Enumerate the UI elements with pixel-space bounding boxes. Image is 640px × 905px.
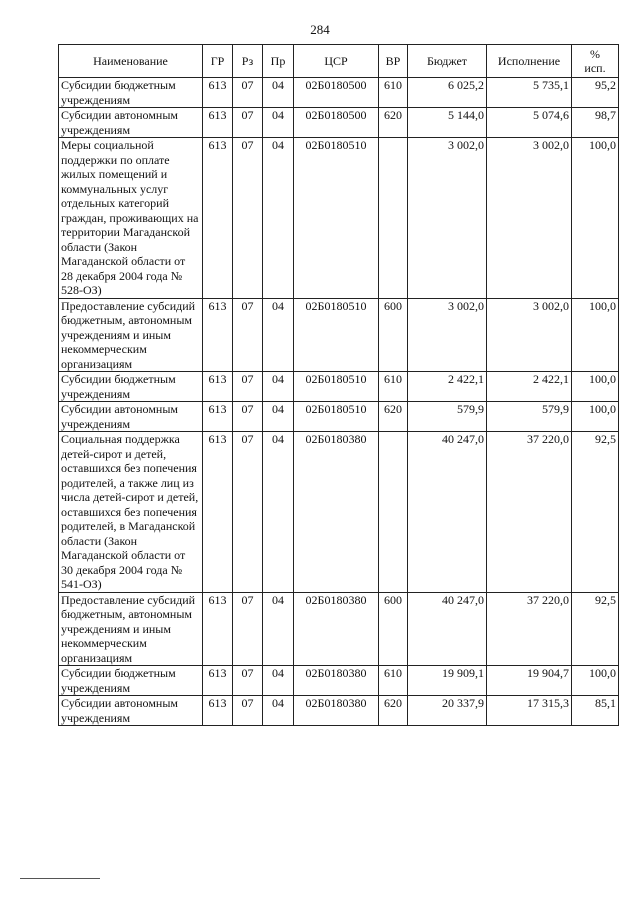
cell-execution: 3 002,0 bbox=[487, 138, 572, 299]
cell-rz: 07 bbox=[233, 666, 263, 696]
cell-csr: 02Б0180500 bbox=[294, 78, 379, 108]
header-name: Наименование bbox=[59, 45, 203, 78]
header-execution: Исполнение bbox=[487, 45, 572, 78]
cell-budget: 2 422,1 bbox=[408, 372, 487, 402]
header-percent-symbol: % bbox=[590, 46, 600, 61]
cell-pr: 04 bbox=[263, 666, 294, 696]
cell-pct: 95,2 bbox=[572, 78, 619, 108]
cell-pr: 04 bbox=[263, 402, 294, 432]
table-row bbox=[59, 298, 619, 372]
cell-gr: 613 bbox=[203, 298, 233, 372]
table-body bbox=[59, 78, 619, 726]
table-row bbox=[59, 372, 619, 402]
cell-name: Субсидии бюджетным учреждениям bbox=[59, 666, 203, 696]
header-rz: Рз bbox=[233, 45, 263, 78]
cell-rz: 07 bbox=[233, 432, 263, 593]
cell-execution: 17 315,3 bbox=[487, 696, 572, 726]
cell-rz: 07 bbox=[233, 298, 263, 372]
cell-execution: 37 220,0 bbox=[487, 592, 572, 666]
cell-execution: 5 074,6 bbox=[487, 108, 572, 138]
cell-budget: 40 247,0 bbox=[408, 432, 487, 593]
cell-execution: 5 735,1 bbox=[487, 78, 572, 108]
cell-pct: 100,0 bbox=[572, 138, 619, 299]
cell-name: Субсидии автономным учреждениям bbox=[59, 108, 203, 138]
cell-csr: 02Б0180510 bbox=[294, 298, 379, 372]
cell-vr: 600 bbox=[379, 592, 408, 666]
cell-vr: 610 bbox=[379, 666, 408, 696]
cell-name: Предоставление субсидий бюджетным, автономным учреждениям и иным некоммерческим организациям bbox=[59, 592, 203, 666]
cell-csr: 02Б0180380 bbox=[294, 696, 379, 726]
cell-pct: 100,0 bbox=[572, 298, 619, 372]
cell-pr: 04 bbox=[263, 592, 294, 666]
cell-gr: 613 bbox=[203, 696, 233, 726]
cell-execution: 37 220,0 bbox=[487, 432, 572, 593]
cell-budget: 6 025,2 bbox=[408, 78, 487, 108]
cell-pct: 85,1 bbox=[572, 696, 619, 726]
table-row bbox=[59, 108, 619, 138]
header-vr: ВР bbox=[379, 45, 408, 78]
cell-name: Субсидии автономным учреждениям bbox=[59, 696, 203, 726]
table-header-row bbox=[59, 45, 619, 78]
cell-rz: 07 bbox=[233, 402, 263, 432]
cell-gr: 613 bbox=[203, 592, 233, 666]
table-row bbox=[59, 78, 619, 108]
cell-pr: 04 bbox=[263, 298, 294, 372]
footer-rule bbox=[20, 878, 100, 879]
page-number: 284 bbox=[310, 22, 330, 37]
cell-csr: 02Б0180510 bbox=[294, 138, 379, 299]
cell-rz: 07 bbox=[233, 372, 263, 402]
cell-gr: 613 bbox=[203, 432, 233, 593]
cell-budget: 19 909,1 bbox=[408, 666, 487, 696]
cell-pct: 92,5 bbox=[572, 592, 619, 666]
cell-pr: 04 bbox=[263, 696, 294, 726]
cell-csr: 02Б0180380 bbox=[294, 666, 379, 696]
cell-pr: 04 bbox=[263, 138, 294, 299]
cell-csr: 02Б0180510 bbox=[294, 372, 379, 402]
cell-vr: 600 bbox=[379, 298, 408, 372]
cell-execution: 579,9 bbox=[487, 402, 572, 432]
cell-budget: 579,9 bbox=[408, 402, 487, 432]
cell-pct: 92,5 bbox=[572, 432, 619, 593]
cell-execution: 2 422,1 bbox=[487, 372, 572, 402]
header-pr: Пр bbox=[263, 45, 294, 78]
table-row bbox=[59, 138, 619, 299]
cell-rz: 07 bbox=[233, 592, 263, 666]
cell-gr: 613 bbox=[203, 108, 233, 138]
cell-rz: 07 bbox=[233, 108, 263, 138]
cell-gr: 613 bbox=[203, 138, 233, 299]
header-csr: ЦСР bbox=[294, 45, 379, 78]
cell-csr: 02Б0180380 bbox=[294, 592, 379, 666]
cell-vr: 610 bbox=[379, 78, 408, 108]
cell-name: Субсидии автономным учреждениям bbox=[59, 402, 203, 432]
table-row bbox=[59, 432, 619, 593]
cell-csr: 02Б0180510 bbox=[294, 402, 379, 432]
cell-pct: 100,0 bbox=[572, 372, 619, 402]
header-budget: Бюджет bbox=[408, 45, 487, 78]
cell-gr: 613 bbox=[203, 78, 233, 108]
header-percent-label: исп. bbox=[584, 61, 606, 75]
cell-execution: 3 002,0 bbox=[487, 298, 572, 372]
cell-vr: 620 bbox=[379, 108, 408, 138]
cell-budget: 3 002,0 bbox=[408, 138, 487, 299]
header-gr: ГР bbox=[203, 45, 233, 78]
table-row bbox=[59, 666, 619, 696]
cell-vr bbox=[379, 432, 408, 593]
cell-csr: 02Б0180500 bbox=[294, 108, 379, 138]
cell-vr: 620 bbox=[379, 402, 408, 432]
cell-execution: 19 904,7 bbox=[487, 666, 572, 696]
table-row bbox=[59, 402, 619, 432]
header-percent bbox=[572, 45, 619, 78]
cell-rz: 07 bbox=[233, 696, 263, 726]
cell-budget: 20 337,9 bbox=[408, 696, 487, 726]
cell-gr: 613 bbox=[203, 402, 233, 432]
table-row bbox=[59, 696, 619, 726]
cell-budget: 40 247,0 bbox=[408, 592, 487, 666]
cell-csr: 02Б0180380 bbox=[294, 432, 379, 593]
cell-name: Предоставление субсидий бюджетным, автономным учреждениям и иным некоммерческим организациям bbox=[59, 298, 203, 372]
cell-pr: 04 bbox=[263, 372, 294, 402]
cell-vr: 610 bbox=[379, 372, 408, 402]
cell-rz: 07 bbox=[233, 78, 263, 108]
cell-name: Субсидии бюджетным учреждениям bbox=[59, 372, 203, 402]
cell-pr: 04 bbox=[263, 78, 294, 108]
cell-pct: 98,7 bbox=[572, 108, 619, 138]
cell-vr: 620 bbox=[379, 696, 408, 726]
cell-gr: 613 bbox=[203, 666, 233, 696]
cell-pr: 04 bbox=[263, 108, 294, 138]
cell-gr: 613 bbox=[203, 372, 233, 402]
cell-pct: 100,0 bbox=[572, 402, 619, 432]
cell-rz: 07 bbox=[233, 138, 263, 299]
cell-pr: 04 bbox=[263, 432, 294, 593]
cell-budget: 3 002,0 bbox=[408, 298, 487, 372]
cell-pct: 100,0 bbox=[572, 666, 619, 696]
cell-name: Социальная поддержка детей-сирот и детей, оставшихся без попечения родителей, а также лиц из числа детей-сирот и детей, оставшихся без попечения родителей, в Магаданской области (Закон Магаданской области от 30 декабря 2004 года № 541-ОЗ) bbox=[59, 432, 203, 593]
cell-name: Меры социальной поддержки по оплате жилых помещений и коммунальных услуг отдельных категорий граждан, проживающих на территории Магаданской области (Закон Магаданской области от 28 декабря 2004 года № 528-ОЗ) bbox=[59, 138, 203, 299]
cell-vr bbox=[379, 138, 408, 299]
cell-name: Субсидии бюджетным учреждениям bbox=[59, 78, 203, 108]
cell-budget: 5 144,0 bbox=[408, 108, 487, 138]
budget-table bbox=[58, 44, 619, 726]
table-row bbox=[59, 592, 619, 666]
